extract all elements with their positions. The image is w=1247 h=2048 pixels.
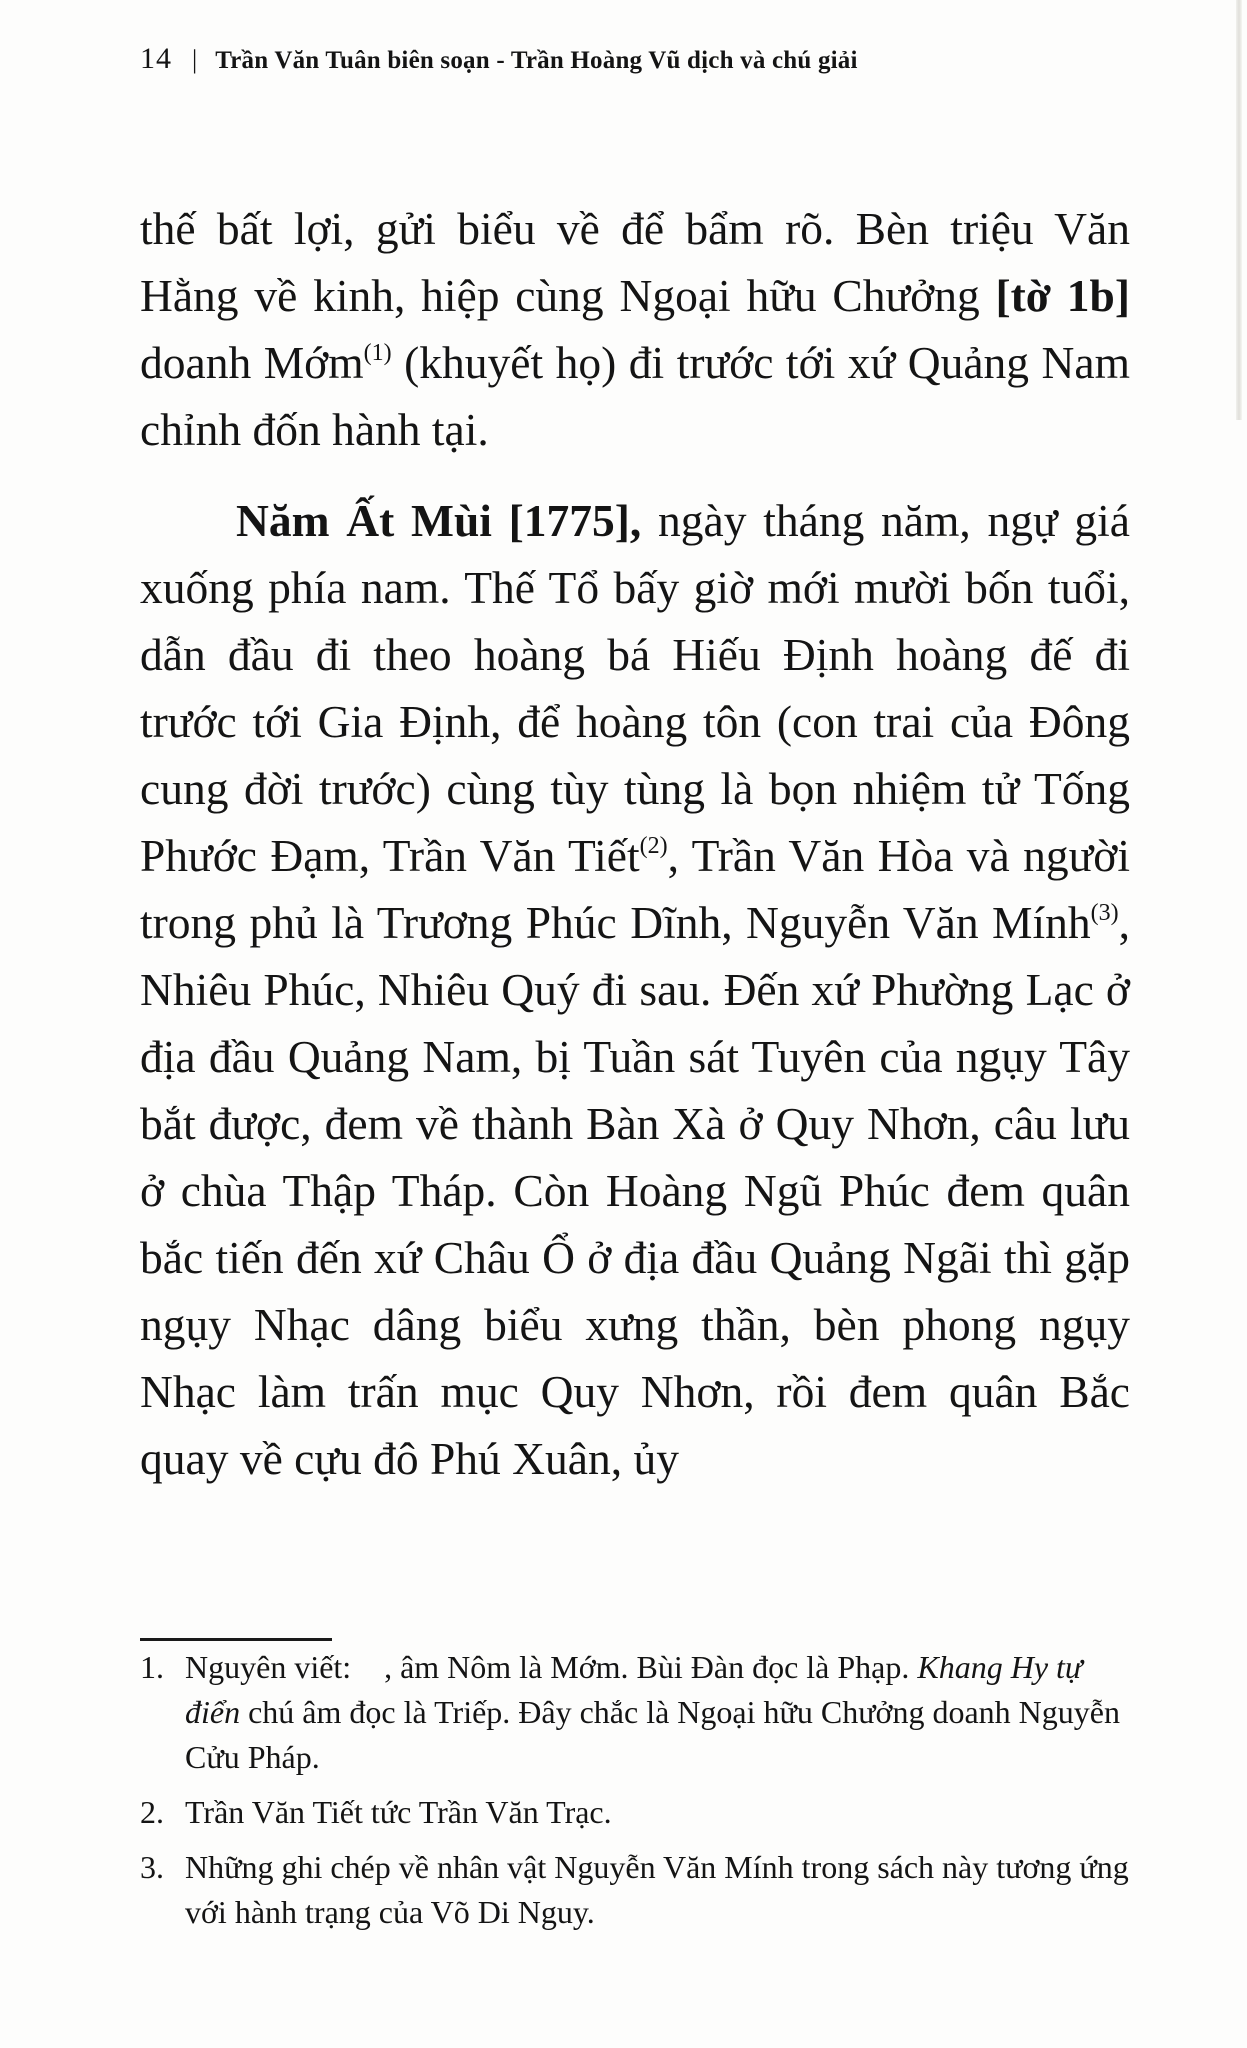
footnote-ref-1[interactable]: (1) xyxy=(363,340,392,366)
header-title: Trần Văn Tuân biên soạn - Trần Hoàng Vũ dịch và chú giải xyxy=(215,47,858,74)
footnote-text xyxy=(185,1645,1130,1780)
p2-text-3: , Nhiêu Phúc, Nhiêu Quý đi sau. Đến xứ Phường Lạc ở địa đầu Quảng Nam, bị Tuần sát Tuyên của ngụy Tây bắt được, đem về thành Bàn Xà ở Quy Nhơn, câu lưu ở chùa Thập Tháp. Còn Hoàng Ngũ Phúc đem quân bắc tiến đến xứ Châu Ổ ở địa đầu Quảng Ngãi thì gặp ngụy Nhạc dâng biểu xưng thần, bèn phong ngụy Nhạc làm trấn mục Quy Nhơn, rồi đem quân Bắc quay về cựu đô Phú Xuân, ủy xyxy=(140,897,1130,1484)
header-separator: | xyxy=(192,45,198,74)
footnotes xyxy=(140,1645,1130,1945)
p1-text-3: (khuyết họ) đi trước tới xứ Quảng Nam chỉnh đốn hành tại. xyxy=(140,337,1130,455)
page-number: 14 xyxy=(140,42,172,75)
p1-text-1: thế bất lợi, gửi biểu về để bẩm rõ. Bèn triệu Văn Hằng về kinh, hiệp cùng Ngoại hữu Chưởng xyxy=(140,203,1130,321)
footnote-ref-2[interactable]: (2) xyxy=(639,833,668,859)
running-header xyxy=(140,42,1040,92)
footnote-1-text-2: chú âm đọc là Triếp. Đây chắc là Ngoại hữu Chưởng doanh Nguyễn Cửu Pháp. xyxy=(185,1694,1120,1775)
p2-text-2: , Trần Văn Hòa và người trong phủ là Trương Phúc Dĩnh, Nguyễn Văn Mính xyxy=(140,830,1130,948)
paragraph-2 xyxy=(140,487,1130,1492)
page-edge xyxy=(1236,0,1242,420)
footnote-ref-3[interactable]: (3) xyxy=(1090,900,1119,926)
footnote-3 xyxy=(140,1845,1130,1935)
paragraph-1 xyxy=(140,195,1130,463)
footnote-text: Những ghi chép về nhân vật Nguyễn Văn Mính trong sách này tương ứng với hành trạng của Võ Di Nguy. xyxy=(185,1849,1129,1930)
p2-lead: Năm Ất Mùi [1775], xyxy=(236,495,642,546)
footnote-text: Trần Văn Tiết tức Trần Văn Trạc. xyxy=(185,1794,612,1830)
p1-text-2: doanh Mớm xyxy=(140,337,364,388)
body-text xyxy=(140,195,1130,1492)
footnote-number: 3. xyxy=(140,1849,164,1885)
folio-reference: [tờ 1b] xyxy=(995,270,1130,321)
footnote-number: 1. xyxy=(140,1649,164,1685)
footnote-number: 2. xyxy=(140,1794,164,1830)
footnote-1-text-1: Nguyên viết: 𠯇, âm Nôm là Mớm. Bùi Đàn đọc là Phạp. xyxy=(185,1649,918,1685)
p2-text-1: ngày tháng năm, ngự giá xuống phía nam. Thế Tổ bấy giờ mới mười bốn tuổi, dẫn đầu đi theo hoàng bá Hiếu Định hoàng đế đi trước tới Gia Định, để hoàng tôn (con trai của Đông cung đời trước) cùng tùy tùng là bọn nhiệm tử Tống Phước Đạm, Trần Văn Tiết xyxy=(140,495,1130,881)
footnote-divider xyxy=(140,1638,332,1641)
footnote-2 xyxy=(140,1790,1130,1835)
footnote-1-book-title: Khang Hy tự điển xyxy=(185,1649,1083,1730)
footnote-1 xyxy=(140,1645,1130,1780)
